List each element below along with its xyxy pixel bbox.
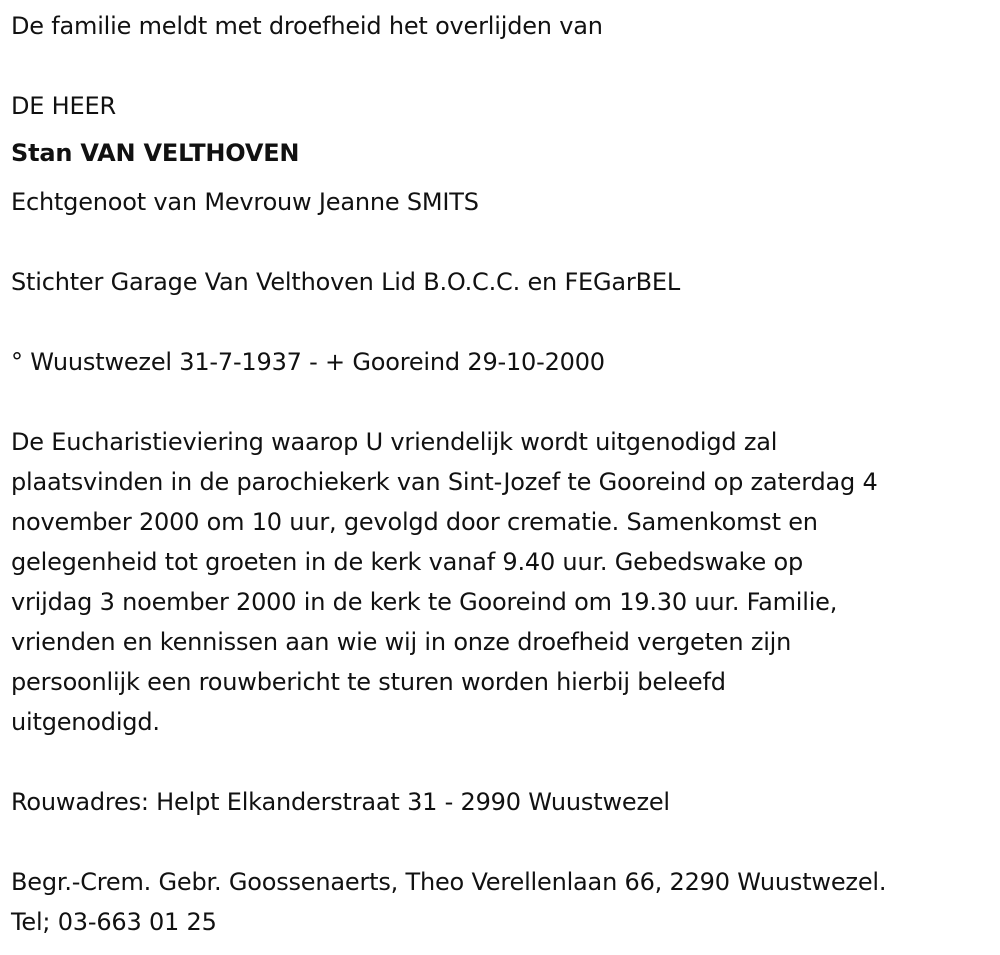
funeral-director: Begr.-Crem. Gebr. Goossenaerts, Theo Verellenlaan 66, 2290 Wuustwezel. bbox=[11, 868, 887, 896]
ceremony-line: De Eucharistieviering waarop U vriendelijk wordt uitgenodigd zal bbox=[11, 428, 778, 456]
phone-number: Tel; 03-663 01 25 bbox=[11, 908, 217, 936]
ceremony-line: gelegenheid tot groeten in de kerk vanaf 9.40 uur. Gebedswake op bbox=[11, 548, 803, 576]
ceremony-line: vrijdag 3 noember 2000 in de kerk te Gooreind om 19.30 uur. Familie, bbox=[11, 588, 838, 616]
role-text: Stichter Garage Van Velthoven Lid B.O.C.C. en FEGarBEL bbox=[11, 268, 680, 296]
ceremony-line: november 2000 om 10 uur, gevolgd door crematie. Samenkomst en bbox=[11, 508, 818, 536]
title-prefix: DE HEER bbox=[11, 92, 116, 120]
ceremony-line: plaatsvinden in de parochiekerk van Sint-Jozef te Gooreind op zaterdag 4 bbox=[11, 468, 878, 496]
ceremony-line: uitgenodigd. bbox=[11, 708, 160, 736]
mourning-address: Rouwadres: Helpt Elkanderstraat 31 - 2990 Wuustwezel bbox=[11, 788, 670, 816]
ceremony-line: persoonlijk een rouwbericht te sturen worden hierbij beleefd bbox=[11, 668, 726, 696]
life-dates: ° Wuustwezel 31-7-1937 - + Gooreind 29-10-2000 bbox=[11, 348, 605, 376]
ceremony-line: vrienden en kennissen aan wie wij in onze droefheid vergeten zijn bbox=[11, 628, 792, 656]
deceased-name: Stan VAN VELTHOVEN bbox=[11, 139, 300, 167]
intro-text: De familie meldt met droefheid het overlijden van bbox=[11, 12, 603, 40]
ceremony-paragraph bbox=[11, 422, 996, 742]
spouse-text: Echtgenoot van Mevrouw Jeanne SMITS bbox=[11, 188, 479, 216]
